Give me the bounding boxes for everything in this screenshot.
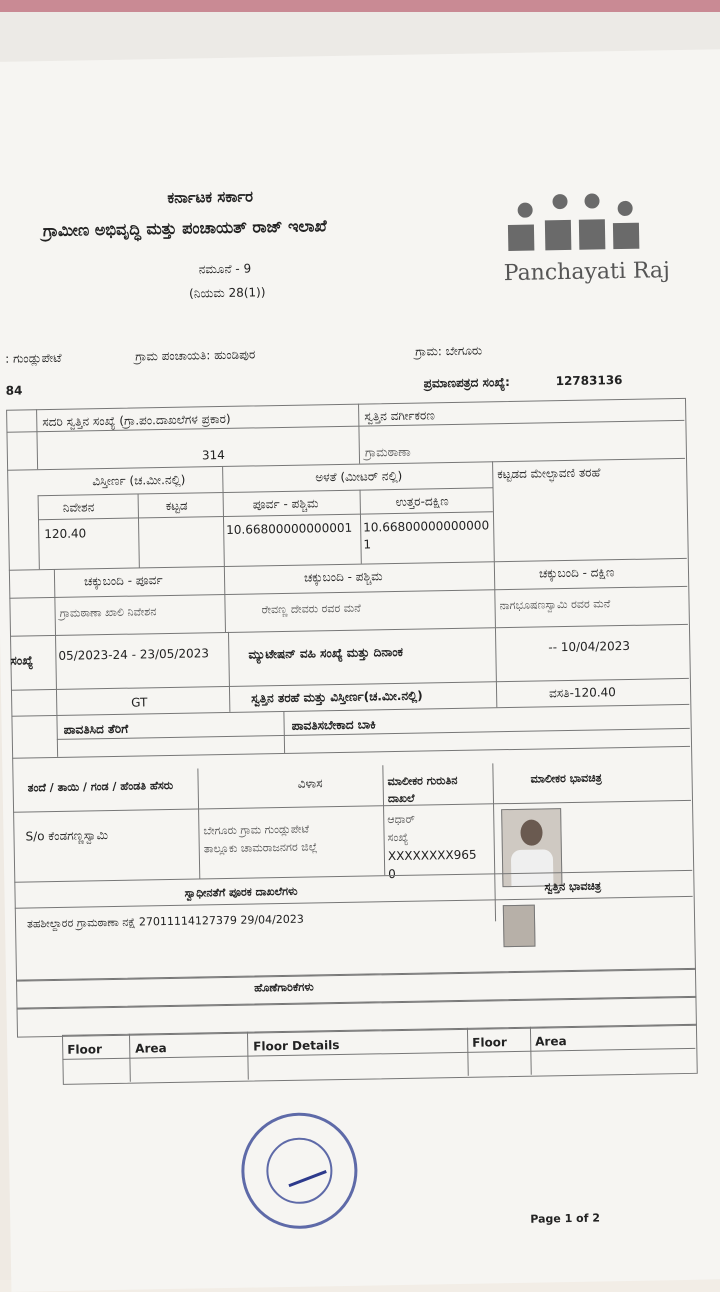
floor-header-1: Floor (67, 1042, 103, 1057)
year-number: 05/2023-24 - 23/05/2023 (58, 646, 210, 663)
relation-value: S/o ಕೆಂಡಗಣ್ಣಸ್ವಾಮಿ (25, 828, 109, 844)
page-number: Page 1 of 2 (530, 1211, 601, 1226)
paid-tax-label: ಪಾವತಿಸಿದ ತೆರಿಗೆ (63, 721, 129, 737)
documents-value: ತಹಶೀಲ್ದಾರರ ಗ್ರಾಮಠಾಣಾ ನಕ್ಷೆ 27011114127379 29/04/2023 (26, 912, 304, 931)
photo-label: ಮಾಲೀಕರ ಭಾವಚಿತ್ರ (530, 771, 602, 786)
official-seal (240, 1112, 358, 1230)
site-value: 120.40 (44, 526, 87, 542)
mutation-label: ಮ್ಯುಟೇಷನ್ ವಹಿ ಸಂಖ್ಯೆ ಮತ್ತು ದಿನಾಂಕ (248, 644, 404, 662)
village: ಗ್ರಾಮ: ಬೇಗೂರು (414, 343, 483, 359)
govt-title: ಕರ್ನಾಟಕ ಸರ್ಕಾರ (167, 187, 254, 207)
address-line-1: ಬೇಗೂರು ಗ್ರಾಮ ಗುಂಡ್ಲುಪೇಟೆ (203, 822, 310, 838)
property-photo-label: ಸ್ವತ್ತಿನ ಭಾವಚಿತ್ರ (544, 879, 602, 894)
id-value-2: 0 (388, 867, 396, 882)
east-west-value: 10.66800000000001 (226, 520, 353, 537)
east-boundary-value: ಗ್ರಾಮಠಾಣಾ ಖಾಲಿ ನಿವೇಶನ (59, 605, 157, 620)
building-label: ಕಟ್ಟಡ (165, 498, 188, 513)
left-number: 84 (5, 383, 23, 398)
classification-value: ಗ್ರಾಮಠಾಣಾ (364, 444, 411, 460)
measure-label: ಅಳತೆ (ಮೀಟರ್ ನಲ್ಲಿ) (315, 468, 403, 485)
extent-label: ವಿಸ್ತೀರ್ಣ (ಚ.ಮೀ.ನಲ್ಲಿ) (92, 472, 186, 489)
east-west-label: ಪೂರ್ವ - ಪಶ್ಚಿಮ (252, 496, 319, 512)
liabilities-label: ಹೊಣೆಗಾರಿಕೆಗಳು (254, 980, 314, 995)
logo-text: Panchayati Raj (503, 258, 671, 287)
certificate-label: ಪ್ರಮಾಣಪತ್ರದ ಸಂಖ್ಯೆ: (423, 374, 511, 391)
floor-details-header: Floor Details (253, 1038, 340, 1054)
south-boundary-label: ಚಕ್ಕುಬಂದಿ - ದಕ್ಷಿಣ (538, 565, 615, 581)
taluk: ‌: ಗುಂಡ್ಲುಪೇಟೆ (5, 350, 62, 366)
documents-label: ಸ್ವಾಧೀನತೆಗೆ ಪೂರಕ ದಾಖಲೆಗಳು (184, 884, 298, 900)
address-line-2: ತಾಲ್ಲೂಕು ಚಾಮರಾಜನಗರ ಜಿಲ್ಲೆ (203, 840, 318, 856)
floor-header-2: Floor (472, 1035, 508, 1050)
gram-panchayat: ಗ್ರಾಮ ಪಂಚಾಯತಿ: ಹುಂಡಿಪುರ (135, 347, 256, 364)
roof-label: ಕಟ್ಟಡದ ಮೇಲ್ಛಾವಣಿ ತರಹೆ (497, 465, 601, 482)
property-photo (503, 905, 536, 948)
owner-photo (501, 808, 562, 887)
form-number: ನಮೂನೆ - 9 (198, 261, 252, 277)
classification-label: ಸ್ವತ್ತಿನ ವರ್ಗೀಕರಣ (364, 408, 435, 424)
south-boundary-value: ನಾಗಭೂಷಣಸ್ವಾಮಿ ರವರ ಮನೆ (499, 597, 611, 613)
area-header-2: Area (535, 1034, 567, 1049)
north-south-value: 10.668000000000001 (363, 518, 490, 552)
certificate-number: 12783136 (555, 373, 623, 389)
number-label: ಸಂಖ್ಯೆ (10, 653, 34, 668)
relation-label: ತಂದೆ / ತಾಯಿ / ಗಂಡ / ಹೆಂಡತಿ ಹೆಸರು (27, 778, 174, 795)
id-value: XXXXXXXX965 (387, 847, 477, 864)
id-type: ಆಧಾರ್ (387, 812, 416, 827)
north-south-label: ಉತ್ತರ-ದಕ್ಷಿಣ (395, 494, 449, 509)
site-label: ನಿವೇಶನ (62, 500, 95, 515)
rule-number: (ನಿಯಮ 28(1)) (188, 285, 266, 301)
certificate-page (0, 49, 720, 1292)
area-header-1: Area (135, 1041, 167, 1056)
property-type: GT (131, 695, 148, 710)
west-boundary-value: ರೇವಣ್ಣ ದೇವರು ರವರ ಮನೆ (261, 601, 361, 617)
property-number: 314 (201, 447, 225, 463)
type-area-label: ಸ್ವತ್ತಿನ ತರಹೆ ಮತ್ತು ವಿಸ್ತೀರ್ಣ(ಚ.ಮೀ.ನಲ್ಲಿ) (251, 688, 423, 706)
property-no-label: ಸದರಿ ಸ್ವತ್ತಿನ ಸಂಖ್ಯೆ (ಗ್ರಾ.ಪಂ.ದಾಖಲೆಗಳ ಪ್ರಕಾರ) (42, 411, 231, 430)
id-type-2: ಸಂಖ್ಯೆ (387, 830, 409, 845)
type-area-value: ವಸತಿ-120.40 (548, 685, 616, 701)
west-boundary-label: ಚಕ್ಕುಬಂದಿ - ಪಶ್ಚಿಮ (303, 569, 383, 585)
east-boundary-label: ಚಕ್ಕುಬಂದಿ - ಪೂರ್ವ (83, 573, 163, 589)
id-label: ಮಾಲೀಕರ ಗುರುತಿನ ದಾಖಲೆ (387, 773, 458, 806)
due-label: ಪಾವತಿಸಬೇಕಾದ ಬಾಕಿ (291, 717, 376, 733)
mutation-date: -- 10/04/2023 (548, 638, 631, 655)
address-label: ವಿಳಾಸ (297, 776, 323, 791)
department-title: ಗ್ರಾಮೀಣ ಅಭಿವೃದ್ಧಿ ಮತ್ತು ಪಂಚಾಯತ್ ರಾಜ್ ಇಲಾಖೆ (42, 216, 327, 241)
